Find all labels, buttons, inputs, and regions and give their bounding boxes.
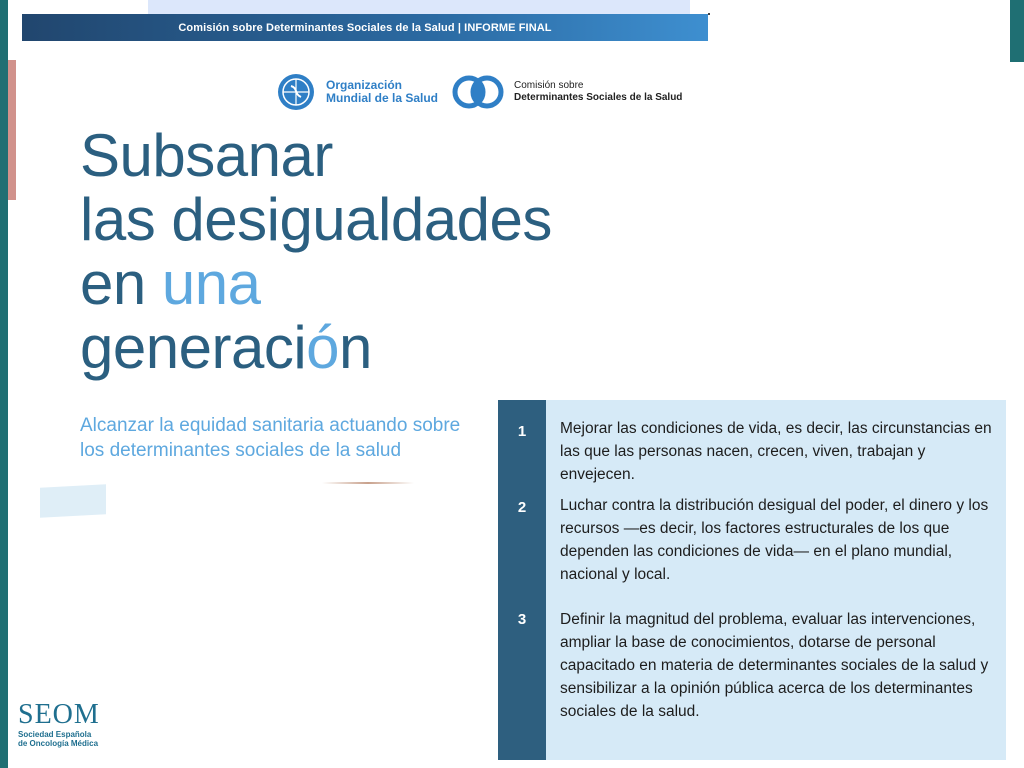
who-name xyxy=(326,79,438,105)
recommendation-text: Mejorar las condiciones de vida, es decir, las circunstancias en las que las personas nacen, crecen, viven, trabajan y envejecen. xyxy=(560,420,992,483)
title-line-1: Subsanar xyxy=(80,122,333,189)
title-line-4-part-c: n xyxy=(339,314,372,381)
who-name-line2: Mundial de la Salud xyxy=(326,91,439,105)
title-line-3 xyxy=(80,252,552,316)
who-emblem-icon xyxy=(276,72,316,112)
title-line-3-part-b: una xyxy=(161,250,261,317)
commission-emblem-icon xyxy=(452,75,504,109)
seom-subtitle-line-2: de Oncología Médica xyxy=(18,739,99,748)
top-light-band xyxy=(148,0,690,14)
seom-logo xyxy=(18,700,100,748)
banner-text: Comisión sobre Determinantes Sociales de la Salud | INFORME FINAL xyxy=(178,21,552,34)
recommendation-number: 2 xyxy=(517,499,527,516)
decorative-shape xyxy=(40,484,106,517)
left-decorative-accent xyxy=(8,60,16,200)
title-line-4-part-b: ó xyxy=(306,314,340,381)
title-line-3-part-a: en xyxy=(80,250,162,317)
subtitle-line-1: Alcanzar la equidad sanitaria actuando sobre xyxy=(80,415,461,436)
commission-name-line2: Determinantes Sociales de la Salud xyxy=(514,92,683,103)
seom-subtitle-line-1: Sociedad Española xyxy=(18,730,92,739)
logo-row xyxy=(276,72,682,112)
who-name-line1: Organización xyxy=(326,78,403,92)
commission-name-line1: Comisión sobre xyxy=(514,80,584,91)
recommendation-number: 3 xyxy=(517,611,527,628)
right-decorative-strip xyxy=(1010,0,1024,62)
report-title xyxy=(80,124,552,380)
speck xyxy=(708,13,710,15)
decorative-line xyxy=(322,482,414,484)
recommendations-number-column xyxy=(498,400,546,760)
seom-name: SEOM xyxy=(18,699,100,730)
subtitle-line-2: los determinantes sociales de la salud xyxy=(80,440,402,461)
recommendation-text: Luchar contra la distribución desigual del poder, el dinero y los recursos —es decir, los factores estructurales de los que dependen las condiciones de vida— en el plano mundial, nacional y local. xyxy=(560,497,989,583)
recommendation-text: Definir la magnitud del problema, evaluar las intervenciones, ampliar la base de conocimientos, dotarse de personal capacitado en materia de determinantes sociales de la salud y sensibilizar a la opinión pública acerca de los determinantes sociales de la salud. xyxy=(560,611,989,720)
report-subtitle xyxy=(80,413,490,463)
report-banner xyxy=(22,14,708,41)
recommendations-panel xyxy=(498,400,1006,760)
left-decorative-strip xyxy=(0,0,8,768)
recommendation-number: 1 xyxy=(517,423,527,440)
title-line-2: las desigualdades xyxy=(80,186,552,253)
title-line-4-part-a: generaci xyxy=(80,314,307,381)
title-line-4 xyxy=(80,316,552,380)
commission-name xyxy=(514,80,682,104)
